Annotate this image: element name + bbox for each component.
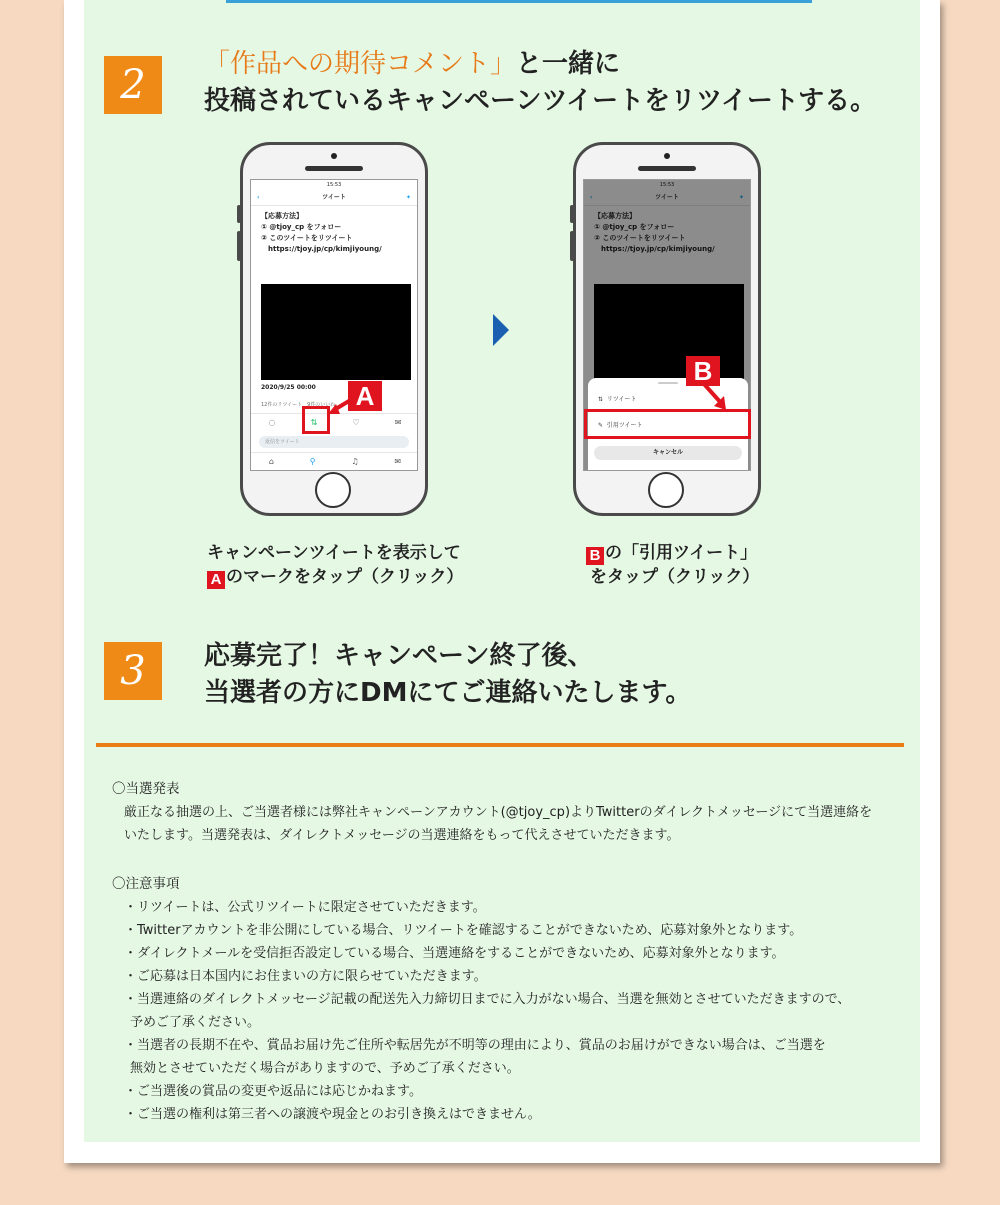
phone-speaker xyxy=(638,166,696,171)
step-2-line2: 投稿されているキャンペーンツイートをリツイートする。 xyxy=(204,86,877,116)
phone-camera xyxy=(664,153,670,159)
caption-a-line2: A のマークをタップ（クリック） xyxy=(207,565,463,589)
notice-section xyxy=(112,873,850,1126)
menu-retweet[interactable] xyxy=(598,394,637,403)
like-icon[interactable]: ♡ xyxy=(352,418,360,427)
cancel-button[interactable]: キャンセル xyxy=(594,446,742,460)
caption-b-line1: B の「引用ツイート」 xyxy=(586,541,759,565)
caption-b-badge: B xyxy=(586,547,604,565)
home-icon[interactable]: ⌂ xyxy=(268,457,274,466)
notice-item: ・ご当選の権利は第三者への譲渡や現金とのお引き換えはできません。 xyxy=(124,1107,541,1122)
step-2-heading xyxy=(204,46,876,120)
caption-a-line1: キャンペーンツイートを表示して xyxy=(207,543,461,563)
tweet-line: https://tjoy.jp/cp/kimjiyoung/ xyxy=(594,245,715,253)
tweet-header-title: ツイート xyxy=(322,194,346,201)
tweet-stats: 12件のリツイート 9件のいいね xyxy=(261,402,336,408)
section-divider xyxy=(96,743,904,747)
caption-b-line2: をタップ（クリック） xyxy=(590,567,760,587)
step-2-highlight: 「作品への期待コメント」 xyxy=(204,49,517,79)
menu-quote-label: 引用ツイート xyxy=(606,422,643,429)
back-icon[interactable]: ‹ xyxy=(590,194,593,201)
tweet-header-title: ツイート xyxy=(655,194,679,201)
phone-a-screen xyxy=(250,179,418,471)
phone-camera xyxy=(331,153,337,159)
menu-retweet-label: リツイート xyxy=(606,396,637,403)
caption-b xyxy=(586,541,759,589)
announcement-line: 厳正なる抽選の上、ご当選者様には弊社キャンペーンアカウント(@tjoy_cp)よりTwitterのダイレクトメッセージにて当選連絡を xyxy=(124,805,873,820)
search-icon[interactable]: ⚲ xyxy=(309,457,316,466)
notice-item-cont: 予めご了承ください。 xyxy=(130,1015,261,1030)
caption-a xyxy=(207,541,463,589)
back-icon[interactable]: ‹ xyxy=(257,194,260,201)
step-3-number: 3 xyxy=(104,642,162,700)
phone-a xyxy=(240,142,428,516)
sparkle-icon[interactable]: ✦ xyxy=(405,194,411,201)
top-divider xyxy=(226,0,812,3)
notice-item: ・ご当選後の賞品の変更や返品には応じかねます。 xyxy=(124,1084,422,1099)
status-bar: 15:53 xyxy=(326,182,342,188)
badge-b: B xyxy=(686,356,720,386)
tweet-line: ② このツイートをリツイート xyxy=(594,234,686,242)
sparkle-icon[interactable]: ✦ xyxy=(738,194,744,201)
tweet-line: https://tjoy.jp/cp/kimjiyoung/ xyxy=(261,245,382,253)
status-bar: 15:53 xyxy=(659,182,675,188)
arrow-b-icon xyxy=(700,382,730,412)
home-button xyxy=(315,472,351,508)
reply-icon[interactable]: ◌ xyxy=(268,418,276,427)
notice-item: ・当選者の長期不在や、賞品お届け先ご住所や転居先が不明等の理由により、賞品のお届けができない場合は、ご当選を xyxy=(124,1038,826,1053)
phone-speaker xyxy=(305,166,363,171)
pencil-icon: ✎ xyxy=(598,422,604,429)
tweet-video[interactable] xyxy=(261,284,411,380)
messages-icon[interactable]: ✉ xyxy=(394,457,402,466)
phone-side-button xyxy=(237,231,241,261)
notice-item: ・ダイレクトメールを受信拒否設定している場合、当選連絡をすることができないため、応募対象外となります。 xyxy=(124,946,785,961)
home-button xyxy=(648,472,684,508)
phone-b xyxy=(573,142,761,516)
next-arrow-icon xyxy=(493,314,509,346)
sheet-handle xyxy=(658,382,678,384)
notice-item-cont: 無効とさせていただく場合がありますので、予めご了承ください。 xyxy=(130,1061,520,1076)
tweet-date: 2020/9/25 00:00 xyxy=(261,384,316,391)
reply-input[interactable]: 返信をツイート xyxy=(259,436,409,448)
notice-item: ・当選連絡のダイレクトメッセージ記載の配送先入力締切日までに入力がない場合、当選を無効とさせていただきますので、 xyxy=(124,992,851,1007)
step-2-number: 2 xyxy=(104,56,162,114)
announcement-heading: 〇当選発表 xyxy=(112,781,180,797)
step-3-line2: 当選者の方にDMにてご連絡いたします。 xyxy=(204,678,692,708)
notice-heading: 〇注意事項 xyxy=(112,876,180,892)
phone-side-button xyxy=(237,205,241,223)
tweet-line: 【応募方法】 xyxy=(594,212,636,220)
tweet-header xyxy=(251,190,417,206)
badge-a: A xyxy=(348,381,382,411)
step-3-heading xyxy=(204,638,691,712)
phone-side-button xyxy=(570,205,574,223)
tweet-line: 【応募方法】 xyxy=(261,212,303,220)
notice-item: ・Twitterアカウントを非公開にしている場合、リツイートを確認することができないため、応募対象外となります。 xyxy=(124,923,803,938)
retweet-icon[interactable]: ⇅ xyxy=(310,418,318,427)
announcement-line: いたします。当選発表は、ダイレクトメッセージの当選連絡をもって代えさせていただきます。 xyxy=(124,828,680,843)
tweet-line: ① @tjoy_cp をフォロー xyxy=(261,223,342,231)
tweet-text xyxy=(251,206,417,260)
retweet-icon: ⇅ xyxy=(598,396,604,403)
notice-item: ・ご応募は日本国内にお住まいの方に限らせていただきます。 xyxy=(124,969,487,984)
step-2-line1 xyxy=(204,46,876,83)
tweet-line: ② このツイートをリツイート xyxy=(261,234,353,242)
caption-a-badge: A xyxy=(207,571,225,589)
highlight-box-b xyxy=(584,409,751,439)
share-icon[interactable]: ✉ xyxy=(394,418,402,427)
tweet-line: ① @tjoy_cp をフォロー xyxy=(594,223,675,231)
step-3-line1: 応募完了！キャンペーン終了後、 xyxy=(204,641,594,671)
step-2-line1-rest: と一緒に xyxy=(516,49,621,79)
phone-side-button xyxy=(570,231,574,261)
announcement-section xyxy=(112,778,872,847)
notifications-icon[interactable]: ♫ xyxy=(351,457,359,466)
bottom-nav xyxy=(251,452,418,470)
notice-item: ・リツイートは、公式リツイートに限定させていただきます。 xyxy=(124,900,486,915)
